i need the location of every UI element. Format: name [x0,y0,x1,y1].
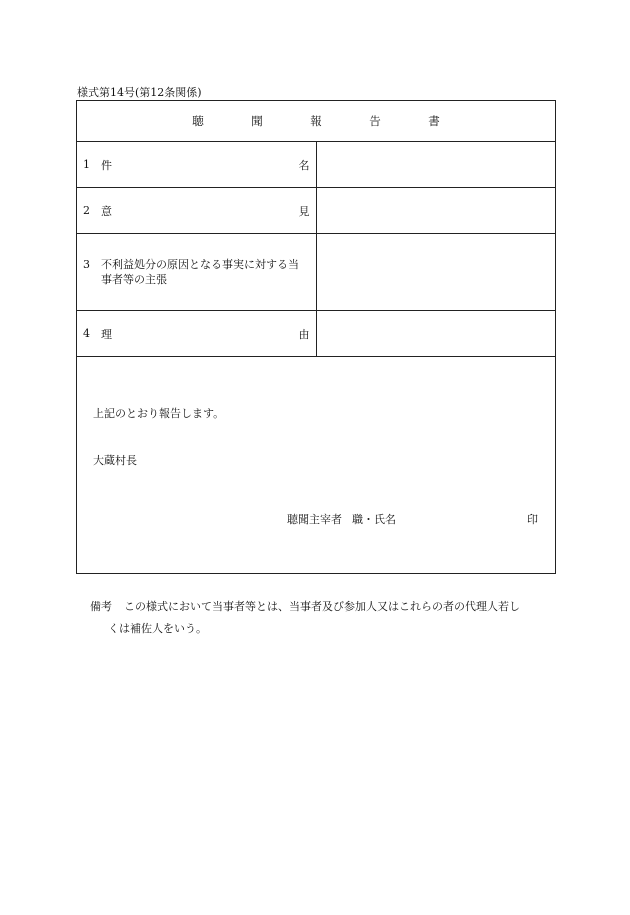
hearing-report-form [76,100,556,574]
row-number: 2 [83,204,90,217]
form-number-label: 様式第14号(第12条関係) [77,86,202,99]
remarks-line-2: くは補佐人をいう。 [108,622,207,635]
party-claim-text: 不利益処分の原因となる事実に対する当事者等の主張 [101,258,299,286]
report-statement-area [77,357,556,574]
form-title: 聴 聞 報 告 書 [77,101,556,142]
row-party-claim [77,234,556,311]
reason-label [77,311,317,357]
opinion-label [77,188,317,234]
opinion-value[interactable] [316,188,556,234]
label-part-b: 名 [298,158,310,172]
party-claim-label [77,234,317,311]
addressee: 大蔵村長 [93,454,137,467]
signer-name-label: 職・氏名 [352,513,396,526]
label-part-b: 由 [298,327,310,341]
label-part-a: 意 [101,204,112,218]
label-part-b: 見 [298,204,310,218]
remarks-heading: 備考 [90,600,112,613]
row-case-name [77,142,556,188]
signer-line [287,511,396,527]
report-statement: 上記のとおり報告します。 [93,407,225,420]
label-part-a: 理 [101,327,112,341]
remarks-note [90,596,558,640]
case-name-value[interactable] [316,142,556,188]
row-reason [77,311,556,357]
reason-value[interactable] [316,311,556,357]
row-number: 3 [83,258,90,271]
row-opinion [77,188,556,234]
label-part-a: 件 [101,158,112,172]
case-name-label [77,142,317,188]
remarks-line-1: この様式において当事者等とは、当事者及び参加人又はこれらの者の代理人若し [124,600,520,613]
party-claim-value[interactable] [316,234,556,311]
signer-role: 聴聞主宰者 [287,513,342,526]
row-number: 1 [83,158,90,171]
row-number: 4 [83,327,90,340]
seal-mark: 印 [527,513,538,526]
